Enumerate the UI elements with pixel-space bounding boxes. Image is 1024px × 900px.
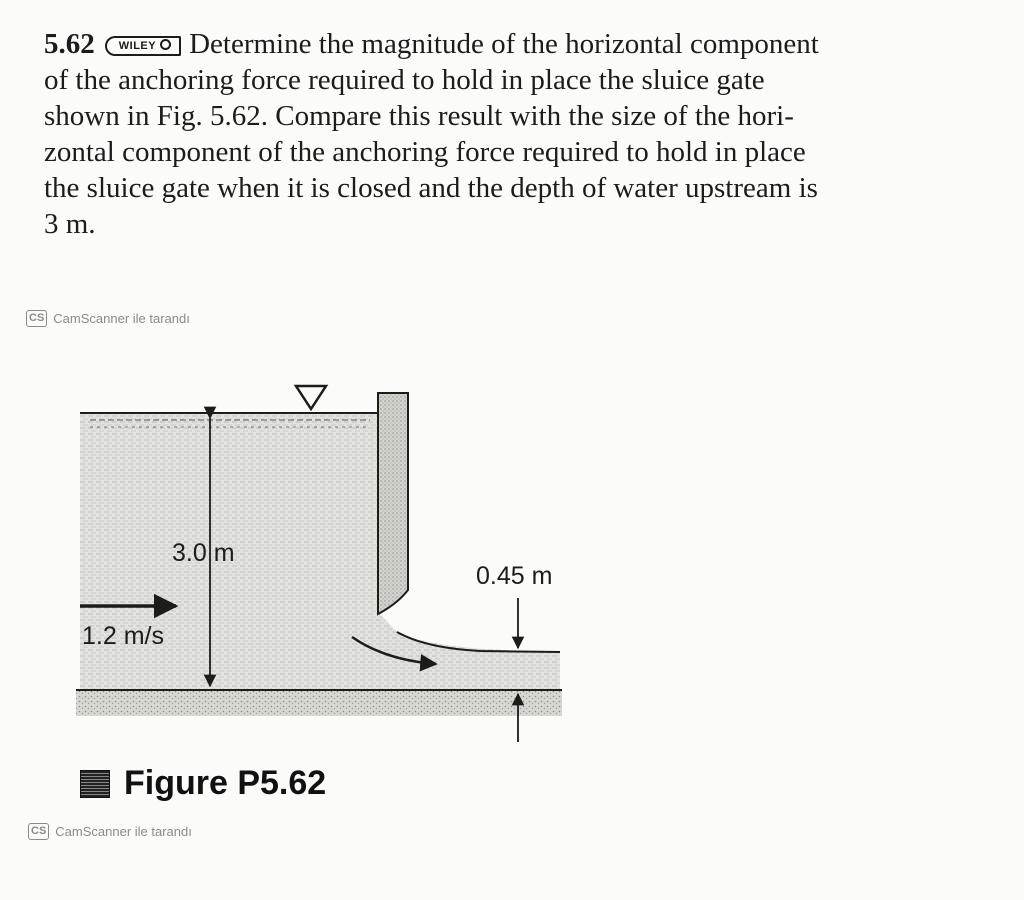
figure-caption-text: Figure P5.62 xyxy=(124,764,327,802)
problem-text-line: shown in Fig. 5.62. Compare this result with the size of the hori- xyxy=(44,100,794,132)
problem-text-line: Determine the magnitude of the horizontal component xyxy=(189,28,819,60)
upstream-depth-label: 3.0 m xyxy=(172,539,235,567)
velocity-label: 1.2 m/s xyxy=(82,622,164,650)
problem-text-line: of the anchoring force required to hold in place the sluice gate xyxy=(44,64,765,96)
camscanner-logo-icon: CS xyxy=(26,310,47,327)
figure-caption xyxy=(80,764,326,803)
camscanner-text: CamScanner ile tarandı xyxy=(53,311,190,326)
camscanner-logo-icon: CS xyxy=(28,823,49,840)
camscanner-watermark xyxy=(28,823,192,840)
problem-text-line: zontal component of the anchoring force required to hold in place xyxy=(44,136,806,168)
sluice-gate xyxy=(378,393,408,614)
water-surface-symbol-icon xyxy=(296,386,326,409)
camscanner-text: CamScanner ile tarandı xyxy=(55,824,192,839)
problem-text-line: 3 m. xyxy=(44,208,96,240)
channel-bed xyxy=(76,690,562,716)
problem-number: 5.62 xyxy=(44,28,95,60)
wiley-badge-icon: WILEY xyxy=(105,36,181,56)
downstream-depth-label: 0.45 m xyxy=(476,562,553,590)
problem-text-line: the sluice gate when it is closed and the depth of water upstream is xyxy=(44,172,818,204)
figure-marker-icon xyxy=(80,770,110,798)
